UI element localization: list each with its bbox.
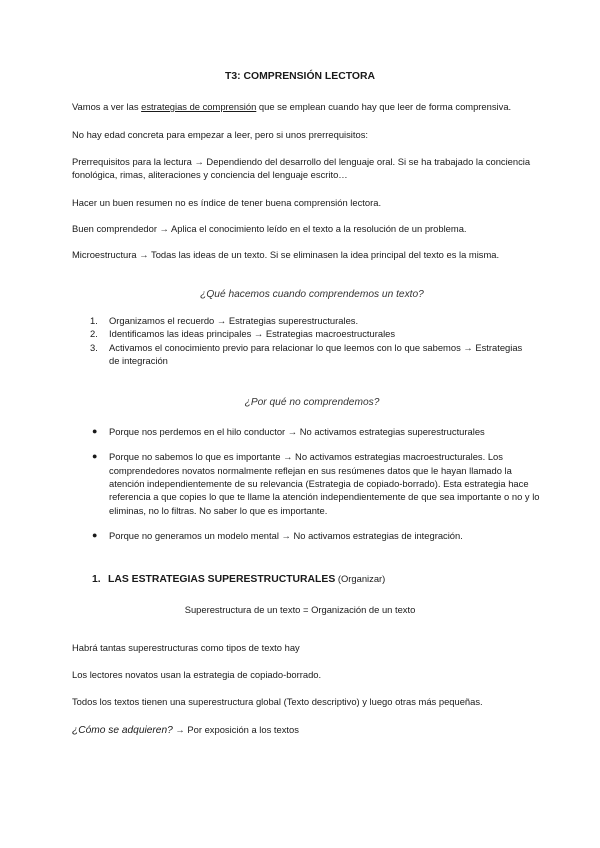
adquieren-paragraph (72, 723, 542, 738)
no-edad-paragraph: No hay edad concreta para empezar a leer, pero si unos prerrequisitos: (72, 129, 368, 140)
que-hacemos-list (90, 314, 530, 367)
section-number: 1. (92, 574, 101, 585)
prerrequisitos-paragraph: Prerrequisitos para la lectura → Dependiendo del desarrollo del lenguaje oral. Si se ha trabajado la conciencia fonológica, rimas, aliteraciones y conciencia del lenguaje escrito… (72, 156, 531, 181)
todos-paragraph: Todos los textos tienen una superestructura global (Texto descriptivo) y luego otras más pequeñas. (72, 696, 483, 707)
adquieren-answer: → Por exposición a los textos (172, 724, 299, 735)
list-item-text: Identificamos las ideas principales → Estrategias macroestructurales (109, 328, 396, 340)
list-item-text: Activamos el conocimiento previo para relacionar lo que leemos con lo que sabemos → Estrategias de integración (109, 341, 523, 367)
section-subtitle: (Organizar) (335, 573, 386, 584)
que-hacemos-heading: ¿Qué hacemos cuando comprendemos un texto? (200, 289, 424, 300)
tantas-paragraph: Habrá tantas superestructuras como tipos de texto hay (72, 642, 300, 653)
list-item (90, 529, 548, 542)
por-que-heading: ¿Por qué no comprendemos? (244, 397, 380, 408)
list-item (90, 425, 548, 438)
list-item-text: Porque nos perdemos en el hilo conductor → No activamos estrategias superestructurales (109, 426, 485, 437)
superestructura-definition: Superestructura de un texto = Organización de un texto (184, 604, 416, 615)
list-item-number: 1. (90, 315, 98, 326)
list-item-number: 2. (90, 328, 98, 340)
bullet-icon: ● (92, 530, 98, 541)
list-item-text: Porque no generamos un modelo mental → No activamos estrategias de integración. (109, 530, 463, 542)
list-item (90, 450, 548, 517)
adquieren-question: ¿Cómo se adquieren? (72, 725, 173, 736)
section-heading (92, 572, 385, 588)
list-item (90, 341, 530, 368)
list-item-number: 3. (90, 341, 98, 353)
page-title: T3: COMPRENSIÓN LECTORA (225, 71, 375, 82)
microestructura-paragraph: Microestructura → Todas las ideas de un texto. Si se eliminasen la idea principal del texto es la misma. (72, 249, 500, 260)
list-item-text: Porque no sabemos lo que es importante → No activamos estrategias macroestructurales. Los comprendedores novatos normalmente reflejan en sus resúmenes datos que le hayan llamado la atención independientemente de su relevancia (Estrategia de copiado-borrado). Esta estrategia hace referencia a que copies lo que te llame la atención independientemente de que sea importante o no y lo eliminas, no lo filtras. No saber lo que es importante. (109, 451, 540, 516)
intro-text-after: que se emplean cuando hay que leer de forma comprensiva. (256, 101, 512, 112)
novatos-paragraph: Los lectores novatos usan la estrategia de copiado-borrado. (72, 669, 322, 680)
bullet-icon: ● (92, 451, 98, 462)
list-item-text: Organizamos el recuerdo → Estrategias superestructurales. (109, 315, 359, 326)
intro-underlined-term: estrategias de comprensión (141, 101, 257, 112)
comprendedor-paragraph: Buen comprendedor → Aplica el conocimiento leído en el texto a la resolución de un problema. (72, 223, 467, 234)
resumen-paragraph: Hacer un buen resumen no es índice de tener buena comprensión lectora. (72, 197, 382, 208)
section-title: LAS ESTRATEGIAS SUPERESTRUCTURALES (108, 574, 336, 585)
intro-paragraph (72, 100, 542, 113)
list-item (90, 327, 530, 340)
intro-text-before: Vamos a ver las (72, 101, 142, 112)
list-item (90, 314, 530, 327)
por-que-list (90, 425, 548, 542)
bullet-icon: ● (92, 426, 98, 436)
